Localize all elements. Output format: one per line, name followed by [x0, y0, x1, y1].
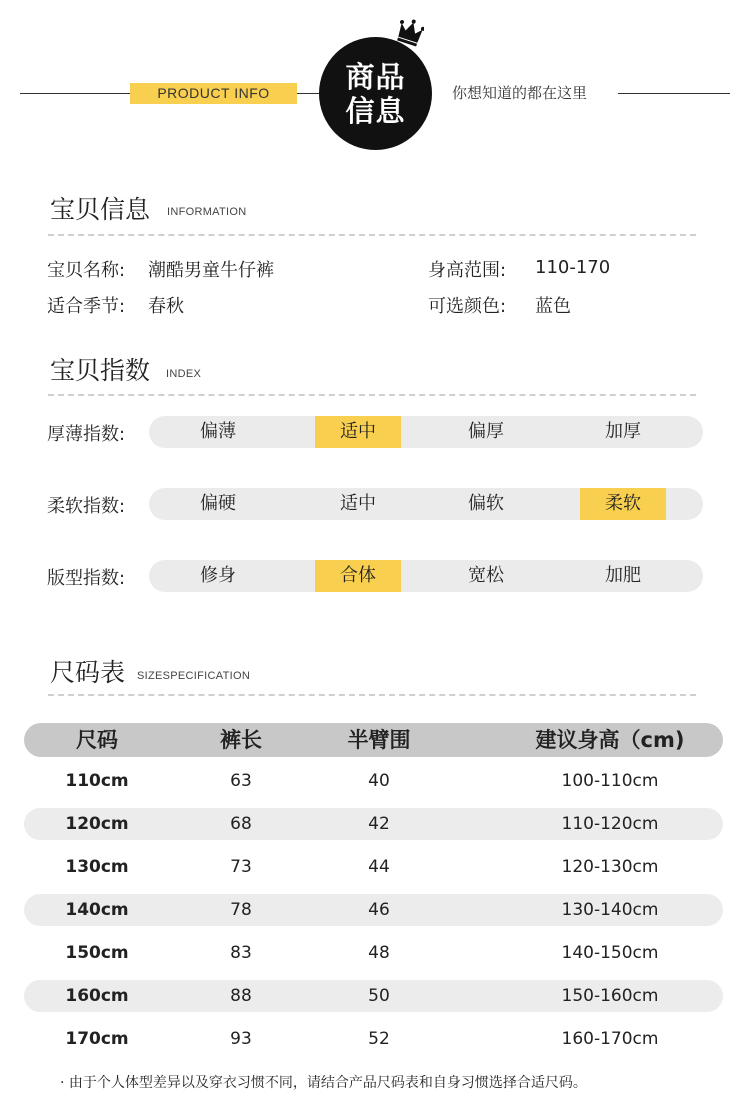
header-height: 建议身高（cm)	[535, 728, 685, 752]
header-size: 尺码	[76, 728, 118, 752]
cell-half-arm: 46	[368, 900, 390, 920]
table-row	[24, 937, 723, 969]
size-section-title: 尺码表	[50, 658, 126, 687]
thickness-option: 加厚	[605, 421, 641, 442]
cell-height: 150-160cm	[561, 986, 659, 1006]
crown-icon	[396, 18, 424, 48]
cell-size: 110cm	[65, 771, 129, 791]
cell-height: 110-120cm	[561, 814, 659, 834]
table-row	[24, 1023, 723, 1055]
header-right-line	[618, 93, 730, 94]
table-row	[24, 808, 723, 840]
table-row	[24, 851, 723, 883]
softness-option: 适中	[340, 493, 376, 514]
fit-index-label: 版型指数:	[47, 568, 126, 589]
cell-length: 93	[230, 1029, 252, 1049]
badge-line-2: 信息	[345, 93, 406, 128]
fit-option: 修身	[200, 565, 236, 586]
cell-length: 88	[230, 986, 252, 1006]
season-value: 春秋	[148, 296, 184, 317]
cell-size: 160cm	[65, 986, 129, 1006]
cell-half-arm: 48	[368, 943, 390, 963]
softness-index-scale	[149, 488, 703, 520]
cell-size: 170cm	[65, 1029, 129, 1049]
thickness-option: 偏厚	[468, 421, 504, 442]
cell-length: 63	[230, 771, 252, 791]
fit-option: 加肥	[605, 565, 641, 586]
table-row	[24, 980, 723, 1012]
cell-height: 130-140cm	[561, 900, 659, 920]
cell-length: 78	[230, 900, 252, 920]
size-divider	[48, 694, 696, 696]
cell-size: 120cm	[65, 814, 129, 834]
cell-half-arm: 40	[368, 771, 390, 791]
softness-option: 偏硬	[200, 493, 236, 514]
softness-option-selected: 柔软	[580, 488, 666, 520]
info-section-title: 宝贝信息	[50, 195, 151, 224]
info-section-subtitle: INFORMATION	[167, 206, 247, 218]
size-table-header	[24, 723, 723, 757]
product-info-label: PRODUCT INFO	[130, 83, 297, 104]
name-label: 宝贝名称:	[47, 260, 126, 281]
size-section-subtitle: SIZESPECIFICATION	[137, 670, 251, 682]
thickness-index-scale	[149, 416, 703, 448]
cell-height: 120-130cm	[561, 857, 659, 877]
header-tagline: 你想知道的都在这里	[452, 84, 588, 102]
thickness-option: 偏薄	[200, 421, 236, 442]
cell-size: 150cm	[65, 943, 129, 963]
cell-length: 83	[230, 943, 252, 963]
softness-option: 偏软	[468, 493, 504, 514]
cell-length: 68	[230, 814, 252, 834]
height-label: 身高范围:	[428, 260, 507, 281]
cell-half-arm: 50	[368, 986, 390, 1006]
header-mid-line	[297, 93, 319, 94]
fit-option-selected: 合体	[315, 560, 401, 592]
cell-height: 160-170cm	[561, 1029, 659, 1049]
cell-length: 73	[230, 857, 252, 877]
header-left-line	[20, 93, 130, 94]
cell-half-arm: 52	[368, 1029, 390, 1049]
size-note: · 由于个人体型差异以及穿衣习惯不同，请结合产品尺码表和自身习惯选择合适尺码。	[60, 1075, 587, 1091]
product-info-badge	[319, 37, 432, 150]
badge-line-1: 商品	[345, 59, 406, 94]
softness-index-label: 柔软指数:	[47, 496, 126, 517]
header-length: 裤长	[220, 728, 262, 752]
table-row	[24, 765, 723, 797]
cell-size: 130cm	[65, 857, 129, 877]
cell-half-arm: 42	[368, 814, 390, 834]
color-label: 可选颜色:	[428, 296, 507, 317]
cell-height: 140-150cm	[561, 943, 659, 963]
header-half-arm: 半臂围	[347, 728, 411, 752]
thickness-option-selected: 适中	[315, 416, 401, 448]
cell-half-arm: 44	[368, 857, 390, 877]
name-value: 潮酷男童牛仔裤	[148, 260, 274, 281]
color-value: 蓝色	[535, 296, 571, 317]
cell-size: 140cm	[65, 900, 129, 920]
fit-index-scale	[149, 560, 703, 592]
index-section-subtitle: INDEX	[166, 368, 202, 380]
info-divider	[48, 234, 696, 236]
fit-option: 宽松	[468, 565, 504, 586]
cell-height: 100-110cm	[561, 771, 659, 791]
season-label: 适合季节:	[47, 296, 126, 317]
index-divider	[48, 394, 696, 396]
index-section-title: 宝贝指数	[50, 356, 151, 385]
table-row	[24, 894, 723, 926]
thickness-index-label: 厚薄指数:	[47, 424, 126, 445]
height-value: 110-170	[535, 257, 611, 278]
